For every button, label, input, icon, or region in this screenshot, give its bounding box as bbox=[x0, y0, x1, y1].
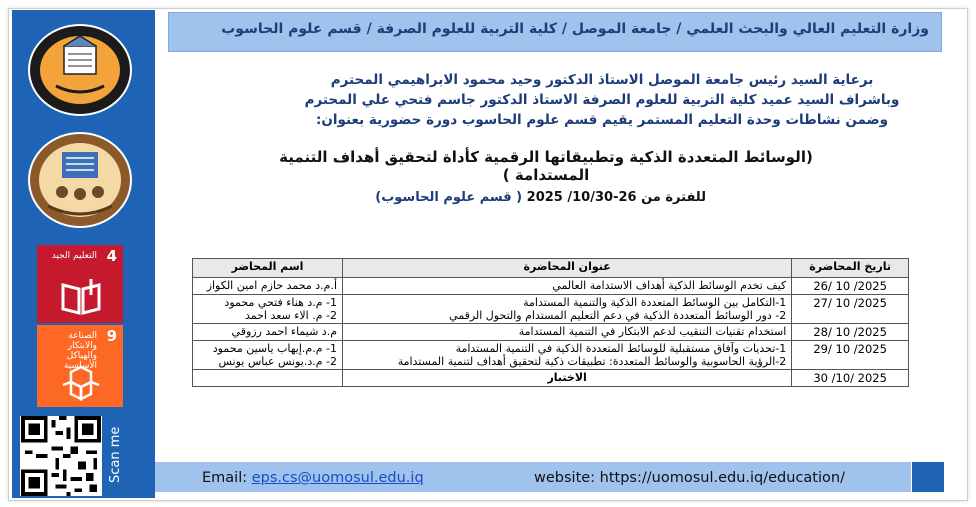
lecture-title: 2- دور الوسائط المتعددة الذكية في دعم التعليم المستدام والتحول الرقمي bbox=[449, 309, 787, 322]
lecture-date: 26/ 10 /2025 bbox=[813, 279, 887, 293]
sdg-goal-9-label: الصناعة والابتكار والهياكل الأساسية bbox=[64, 331, 97, 371]
lecture-date: 29/ 10 /2025 bbox=[813, 342, 887, 356]
email-label: Email: bbox=[202, 470, 248, 486]
title-cell bbox=[343, 324, 792, 341]
lecture-title: 1-التكامل بين الوسائط المتعددة الذكية والتنمية المستدامة bbox=[523, 296, 787, 309]
period-department: ( قسم علوم الحاسوب) bbox=[375, 190, 523, 205]
lecturer-name: 1- م.د هناء فتحي محمود bbox=[224, 296, 338, 309]
title-cell bbox=[343, 295, 792, 324]
table-row bbox=[193, 341, 909, 370]
college-of-education-logo bbox=[28, 132, 132, 228]
intro-line-2: وباشراف السيد عميد كلية التربية للعلوم الصرفة الاستاذ الدكتور جاسم فتحي علي المحترم bbox=[304, 92, 900, 108]
intro-line-1: برعاية السيد رئيس جامعة الموصل الاستاذ الدكتور وحيد محمود الابراهيمي المحترم bbox=[330, 72, 874, 88]
lecture-date: 30 /10/ 2025 bbox=[813, 371, 887, 385]
date-cell bbox=[792, 278, 909, 295]
lecturer-name: أ.م.د محمد حازم امين الكواز bbox=[206, 279, 338, 292]
website-link[interactable]: https://uomosul.edu.iq/education/ bbox=[599, 470, 845, 486]
lecture-title: كيف تخدم الوسائط الذكية أهداف الاستدامة العالمي bbox=[552, 279, 787, 292]
sdg-goal-4-number: 4 bbox=[106, 247, 117, 265]
lecturer-cell bbox=[193, 278, 343, 295]
lecture-date: 28/ 10 /2025 bbox=[813, 325, 887, 339]
table-row bbox=[193, 324, 909, 341]
lecturer-cell bbox=[193, 295, 343, 324]
exam-cell: الاختبار bbox=[343, 370, 792, 387]
header-title: عنوان المحاضرة bbox=[343, 259, 792, 278]
lecturer-name: 1- م.م.إيهاب ياسين محمود bbox=[212, 342, 338, 355]
period-dates: للفترة من 26-10/30/ 2025 bbox=[526, 190, 706, 205]
lecturer-name: 2- م. الاء سعد احمد bbox=[244, 309, 338, 322]
footer-website bbox=[534, 470, 845, 486]
lecture-title: 1-تحديات وآفاق مستقبلية للوسائط المتعددة الذكية في التنمية المستدامة bbox=[455, 342, 787, 355]
university-of-mosul-logo bbox=[28, 24, 132, 116]
date-cell bbox=[792, 341, 909, 370]
footer-accent bbox=[912, 462, 944, 492]
course-period bbox=[375, 190, 706, 205]
header-band bbox=[168, 12, 942, 52]
lecturer-name: 2- م.د.يونس عباس يونس bbox=[218, 355, 338, 368]
sdg-goal-9-number: 9 bbox=[106, 327, 117, 345]
lecture-title: 2-الرؤية الحاسوبية والوسائط المتعددة: تطبيقات ذكية لتحقيق أهداف لتنمية المستدامة bbox=[397, 355, 787, 368]
footer-email bbox=[202, 470, 424, 486]
table-row bbox=[193, 370, 909, 387]
website-label: website: bbox=[534, 470, 596, 486]
table-row bbox=[193, 295, 909, 324]
lecturer-cell bbox=[193, 324, 343, 341]
email-link[interactable]: eps.cs@uomosul.edu.iq bbox=[251, 470, 424, 486]
table-row bbox=[193, 278, 909, 295]
table-header-row bbox=[193, 259, 909, 278]
open-book-icon bbox=[59, 277, 103, 317]
lecturer-cell bbox=[193, 341, 343, 370]
lecture-date: 27/ 10 /2025 bbox=[813, 296, 887, 310]
sdg-goal-4-label: التعليم الجيد bbox=[51, 251, 97, 261]
sdg-goal-9-card bbox=[37, 325, 123, 407]
sdg-goal-4-card bbox=[37, 245, 123, 323]
lecture-schedule-table bbox=[192, 258, 909, 387]
title-cell bbox=[343, 341, 792, 370]
lecturer-cell bbox=[193, 370, 343, 387]
qr-code[interactable] bbox=[20, 416, 102, 496]
date-cell bbox=[792, 370, 909, 387]
date-cell bbox=[792, 324, 909, 341]
ministry-header-title: وزارة التعليم العالي والبحث العلمي / جامعة الموصل / كلية التربية للعلوم الصرفة / قسم علوم الحاسوب bbox=[221, 21, 929, 37]
course-title: (الوسائط المتعددة الذكية وتطبيقاتها الرقمية كأداة لتحقيق أهداف التنمية المستدامة ) bbox=[279, 148, 813, 184]
date-cell bbox=[792, 295, 909, 324]
header-date: تاريخ المحاضرة bbox=[792, 259, 909, 278]
title-cell bbox=[343, 278, 792, 295]
header-lecturer: اسم المحاضر bbox=[193, 259, 343, 278]
sponsorship-intro bbox=[292, 70, 912, 130]
lecture-title: استخدام تقنيات التنقيب لدعم الابتكار في التنمية المستدامة bbox=[518, 325, 787, 338]
cubes-icon bbox=[61, 363, 101, 403]
scan-me-label: Scan me bbox=[108, 426, 123, 484]
lecturer-name: م.د شيماء احمد رزوقي bbox=[231, 325, 338, 338]
intro-line-3: وضمن نشاطات وحدة التعليم المستمر يقيم قسم علوم الحاسوب دورة حضورية بعنوان: bbox=[315, 112, 889, 128]
